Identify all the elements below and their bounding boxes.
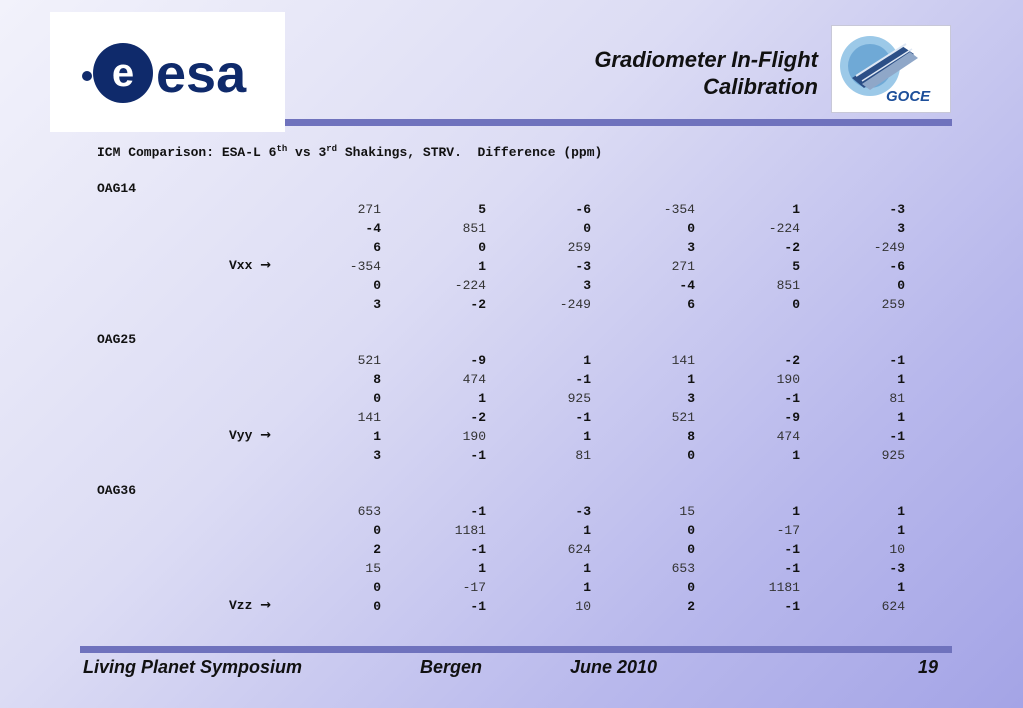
esa-logo-text: esa	[156, 44, 247, 104]
matrix-cell: 259	[567, 240, 591, 255]
group-label-oag25: OAG25	[97, 332, 137, 347]
matrix-cell: -4	[679, 278, 695, 293]
matrix-cell: 15	[679, 504, 695, 519]
matrix-cell: 0	[373, 278, 381, 293]
footer-divider	[80, 646, 952, 653]
matrix-cell: 1	[897, 523, 905, 538]
matrix-cell: 141	[671, 353, 695, 368]
matrix-cell: -4	[365, 221, 381, 236]
matrix-cell: 1	[792, 448, 800, 463]
matrix-cell: 0	[687, 523, 695, 538]
heading-text-1: ICM Comparison: ESA-L 6	[97, 145, 277, 160]
arrow-right-icon: →	[260, 598, 272, 613]
matrix-cell: -2	[470, 410, 486, 425]
axis-label-vxx	[229, 258, 271, 273]
goce-logo-text: GOCE	[886, 88, 931, 105]
matrix-cell: 0	[687, 580, 695, 595]
axis-label-text: Vxx	[229, 258, 261, 273]
matrix-cell: 10	[575, 599, 591, 614]
matrix-cell: 1	[478, 259, 486, 274]
matrix-cell: 0	[373, 580, 381, 595]
table-heading	[97, 145, 602, 160]
matrix-cell: 0	[792, 297, 800, 312]
matrix-cell: 81	[575, 448, 591, 463]
matrix-cell: 521	[671, 410, 695, 425]
matrix-cell: -1	[470, 448, 486, 463]
heading-sup-1: th	[276, 144, 288, 154]
matrix-cell: -1	[889, 429, 905, 444]
matrix-cell: -9	[784, 410, 800, 425]
matrix-cell: 5	[478, 202, 486, 217]
heading-sup-2: rd	[326, 144, 338, 154]
matrix-cell: 851	[776, 278, 800, 293]
matrix-cell: 3	[687, 240, 695, 255]
matrix-cell: 624	[567, 542, 591, 557]
matrix-cell: -1	[470, 542, 486, 557]
matrix-cell: 1	[373, 429, 381, 444]
matrix-cell: -2	[784, 353, 800, 368]
matrix-cell: -2	[784, 240, 800, 255]
arrow-right-icon: →	[260, 258, 272, 273]
matrix-cell: 925	[567, 391, 591, 406]
matrix-cell: 6	[687, 297, 695, 312]
matrix-cell: 81	[889, 391, 905, 406]
group-label-oag14: OAG14	[97, 181, 137, 196]
matrix-cell: -1	[784, 391, 800, 406]
matrix-cell: 0	[373, 391, 381, 406]
matrix-cell: -354	[349, 259, 381, 274]
slide-title	[594, 46, 818, 100]
matrix-cell: 141	[357, 410, 381, 425]
matrix-cell: 925	[881, 448, 905, 463]
matrix-cell: -1	[470, 504, 486, 519]
matrix-cell: -354	[663, 202, 695, 217]
heading-text-2: vs 3	[287, 145, 327, 160]
goce-logo-box	[831, 25, 951, 113]
matrix-cell: -3	[889, 561, 905, 576]
matrix-cell: -3	[575, 259, 591, 274]
matrix-cell: 653	[357, 504, 381, 519]
matrix-cell: 0	[897, 278, 905, 293]
matrix-cell: 5	[792, 259, 800, 274]
axis-label-text: Vzz	[229, 598, 261, 613]
matrix-cell: 3	[373, 448, 381, 463]
matrix-cell: -6	[889, 259, 905, 274]
heading-text-3: Shakings, STRV. Difference (ppm)	[337, 145, 603, 160]
axis-label-vyy	[229, 428, 271, 443]
header-divider	[285, 119, 952, 126]
matrix-cell: -1	[575, 372, 591, 387]
matrix-cell: 8	[687, 429, 695, 444]
esa-logo-box	[50, 12, 285, 132]
matrix-cell: 1	[897, 580, 905, 595]
axis-label-vzz	[229, 598, 271, 613]
matrix-cell: 259	[881, 297, 905, 312]
matrix-cell: 3	[687, 391, 695, 406]
footer-event: Living Planet Symposium	[83, 657, 303, 677]
matrix-cell: 474	[776, 429, 800, 444]
matrix-cell: 0	[478, 240, 486, 255]
matrix-cell: -3	[889, 202, 905, 217]
matrix-cell: 271	[357, 202, 381, 217]
matrix-cell: -249	[559, 297, 591, 312]
matrix-cell: 0	[687, 221, 695, 236]
matrix-cell: 1	[478, 561, 486, 576]
matrix-cell: 1	[478, 391, 486, 406]
matrix-cell: 1	[583, 523, 591, 538]
matrix-cell: -3	[575, 504, 591, 519]
page-number: 19	[918, 657, 939, 677]
matrix-cell: 6	[373, 240, 381, 255]
matrix-cell: 271	[671, 259, 695, 274]
footer-location: Bergen	[420, 657, 483, 677]
matrix-cell: -9	[470, 353, 486, 368]
esa-logo	[78, 38, 258, 108]
matrix-cell: 474	[462, 372, 486, 387]
matrix-cell: 3	[897, 221, 905, 236]
matrix-cell: 3	[373, 297, 381, 312]
matrix-cell: 1	[792, 202, 800, 217]
matrix-cell: 8	[373, 372, 381, 387]
matrix-cell: -6	[575, 202, 591, 217]
matrix-cell: 653	[671, 561, 695, 576]
matrix-cell: 0	[687, 542, 695, 557]
matrix-cell: 1	[897, 372, 905, 387]
matrix-cell: -224	[454, 278, 486, 293]
title-line-2: Calibration	[703, 74, 818, 99]
matrix-cell: 10	[889, 542, 905, 557]
matrix-cell: 1	[583, 561, 591, 576]
matrix-cell: -1	[470, 599, 486, 614]
matrix-cell: 1	[687, 372, 695, 387]
matrix-cell: 521	[357, 353, 381, 368]
matrix-cell: 1181	[454, 523, 486, 538]
matrix-cell: 190	[776, 372, 800, 387]
group-label-oag36: OAG36	[97, 483, 137, 498]
matrix-cell: 1181	[768, 580, 800, 595]
matrix-cell: 15	[365, 561, 381, 576]
matrix-cell: 1	[583, 429, 591, 444]
matrix-cell: 3	[583, 278, 591, 293]
matrix-cell: -1	[889, 353, 905, 368]
matrix-cell: -1	[784, 542, 800, 557]
matrix-cell: -1	[575, 410, 591, 425]
matrix-cell: 0	[687, 448, 695, 463]
matrix-cell: 1	[792, 504, 800, 519]
matrix-cell: 1	[897, 504, 905, 519]
footer-date: June 2010	[570, 657, 658, 677]
matrix-cell: 1	[897, 410, 905, 425]
matrix-cell: -17	[462, 580, 486, 595]
matrix-cell: 2	[687, 599, 695, 614]
title-line-1: Gradiometer In-Flight	[594, 47, 818, 72]
axis-label-text: Vyy	[229, 428, 261, 443]
matrix-cell: 1	[583, 580, 591, 595]
matrix-cell: 851	[462, 221, 486, 236]
matrix-cell: 0	[583, 221, 591, 236]
matrix-cell: -1	[784, 561, 800, 576]
matrix-cell: 2	[373, 542, 381, 557]
matrix-cell: 1	[583, 353, 591, 368]
matrix-cell: 0	[373, 523, 381, 538]
svg-text:e: e	[111, 51, 135, 95]
matrix-cell: -249	[873, 240, 905, 255]
matrix-cell: 190	[462, 429, 486, 444]
matrix-cell: -224	[768, 221, 800, 236]
matrix-cell: 0	[373, 599, 381, 614]
matrix-cell: -1	[784, 599, 800, 614]
matrix-cell: -2	[470, 297, 486, 312]
arrow-right-icon: →	[260, 428, 272, 443]
matrix-cell: 624	[881, 599, 905, 614]
matrix-cell: -17	[776, 523, 800, 538]
